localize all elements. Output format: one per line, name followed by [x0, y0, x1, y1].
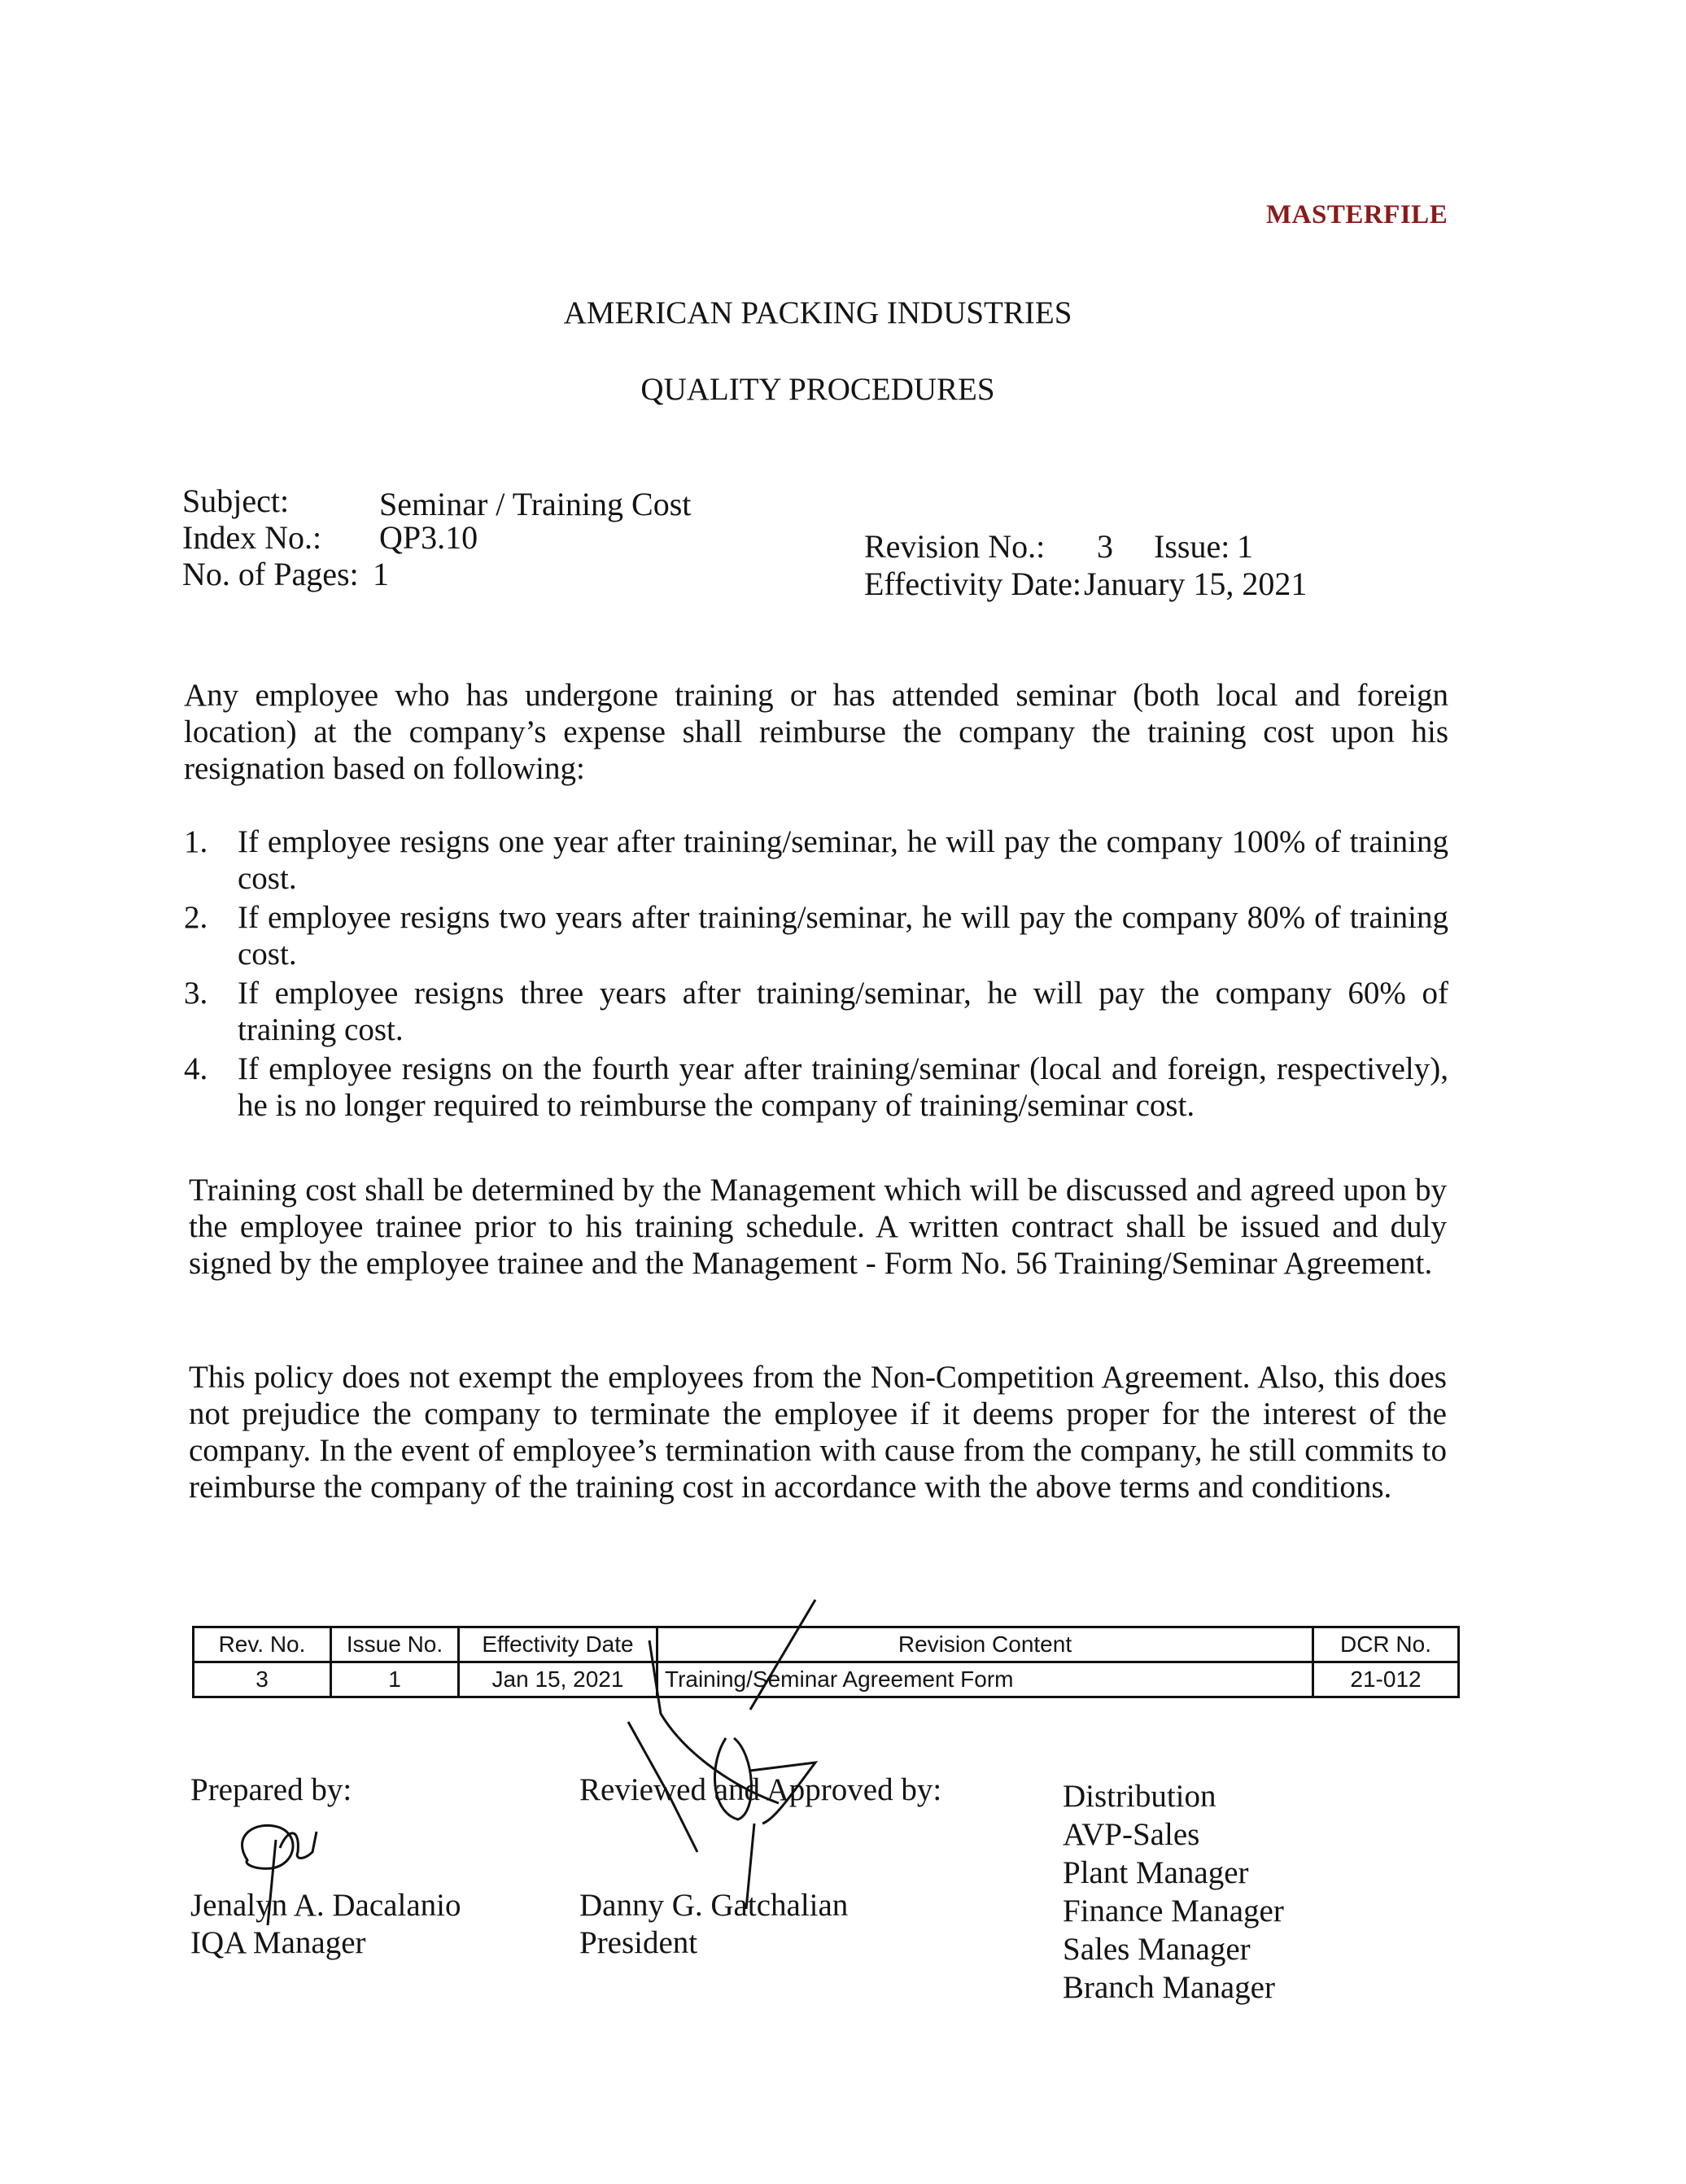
table-cell: 3: [194, 1662, 331, 1697]
distribution-list: [1063, 1777, 1388, 2013]
subject-value: Seminar / Training Cost: [379, 486, 692, 522]
table-cell: Training/Seminar Agreement Form: [657, 1662, 1313, 1697]
list-item-number: 2.: [184, 900, 208, 935]
list-item-number: 1.: [184, 824, 208, 859]
distribution-item: Branch Manager: [1063, 1970, 1275, 2005]
list-item: [184, 823, 1448, 897]
reviewed-by-label: Reviewed and Approved by:: [579, 1772, 942, 1807]
list-item-text: If employee resigns one year after training/seminar, he will pay the company 100% of training cost.: [238, 824, 1448, 896]
reviewed-by-signature: [612, 1649, 954, 1917]
index-value: QP3.10: [379, 519, 478, 556]
issue-label: Issue:: [1154, 528, 1230, 565]
revision-value: 3: [1097, 528, 1113, 565]
column-header-issue-no: Issue No.: [331, 1627, 459, 1662]
list-item-text: If employee resigns two years after training/seminar, he will pay the company 80% of training cost.: [238, 900, 1448, 972]
list-item-number: 3.: [184, 976, 208, 1011]
document-meta-right: [864, 527, 1352, 609]
list-item: [184, 1051, 1448, 1124]
reimbursement-terms-list: [184, 823, 1448, 1126]
company-name: AMERICAN PACKING INDUSTRIES: [563, 295, 1072, 330]
table-cell: Jan 15, 2021: [459, 1662, 657, 1697]
column-header-revision-content: Revision Content: [657, 1627, 1313, 1662]
policy-paragraph: This policy does not exempt the employees from the Non-Competition Agreement. Also, this does not prejudice the company to terminate the employee if it deems proper for the interest of the company. In the event of employee’s termination with cause from the company, he still commits to reimburse the company of the training cost in accordance with the above terms and conditions.: [189, 1360, 1447, 1505]
index-label: Index No.:: [182, 519, 322, 556]
revision-label: Revision No.:: [864, 528, 1046, 565]
pages-value: 1: [373, 556, 389, 592]
table-cell: 1: [331, 1662, 459, 1697]
column-header-dcr-no: DCR No.: [1313, 1627, 1459, 1662]
document-meta-left: [182, 482, 752, 604]
column-header-effectivity-date: Effectivity Date: [459, 1627, 657, 1662]
prepared-by-block: [190, 1771, 646, 1982]
masterfile-stamp: MASTERFILE: [1266, 200, 1448, 229]
effectivity-label: Effectivity Date:: [864, 566, 1081, 602]
distribution-item: Plant Manager: [1063, 1855, 1249, 1890]
pages-label: No. of Pages:: [182, 556, 359, 592]
list-item-number: 4.: [184, 1051, 208, 1086]
list-item-text: If employee resigns on the fourth year after training/seminar (local and foreign, respectively), he is no longer required to reimburse the company of training/seminar cost.: [238, 1051, 1448, 1123]
list-item: [184, 899, 1448, 972]
subject-label: Subject:: [182, 483, 290, 519]
list-item-text: If employee resigns three years after training/seminar, he will pay the company 60% of training cost.: [238, 976, 1448, 1047]
reviewed-by-title: President: [579, 1925, 698, 1960]
prepared-by-signature: [223, 1803, 386, 1966]
intro-paragraph: Any employee who has undergone training or has attended seminar (both local and foreign location) at the company’s expense shall reimburse the company the training cost upon his resignation based on following:: [184, 678, 1448, 786]
reviewed-by-name: Danny G. Gatchalian: [579, 1888, 849, 1923]
issue-value: 1: [1237, 528, 1253, 565]
column-header-rev-no: Rev. No.: [194, 1627, 331, 1662]
distribution-item: Finance Manager: [1063, 1894, 1284, 1928]
prepared-by-label: Prepared by:: [190, 1772, 352, 1807]
distribution-item: Sales Manager: [1063, 1932, 1251, 1967]
table-cell: 21-012: [1313, 1662, 1459, 1697]
training-cost-paragraph: Training cost shall be determined by the Management which will be discussed and agreed upon by the employee trainee prior to his training schedule. A written contract shall be issued and duly signed by the employee trainee and the Management - Form No. 56 Training/Seminar Agreement.: [189, 1173, 1447, 1281]
document-section-title: QUALITY PROCEDURES: [640, 372, 995, 407]
list-item: [184, 975, 1448, 1048]
prepared-by-title: IQA Manager: [190, 1925, 366, 1960]
prepared-by-name: Jenalyn A. Dacalanio: [190, 1888, 461, 1923]
distribution-item: AVP-Sales: [1063, 1817, 1200, 1852]
effectivity-value: January 15, 2021: [1084, 566, 1308, 602]
reviewed-by-block: [579, 1771, 1068, 1982]
distribution-label: Distribution: [1063, 1779, 1216, 1814]
